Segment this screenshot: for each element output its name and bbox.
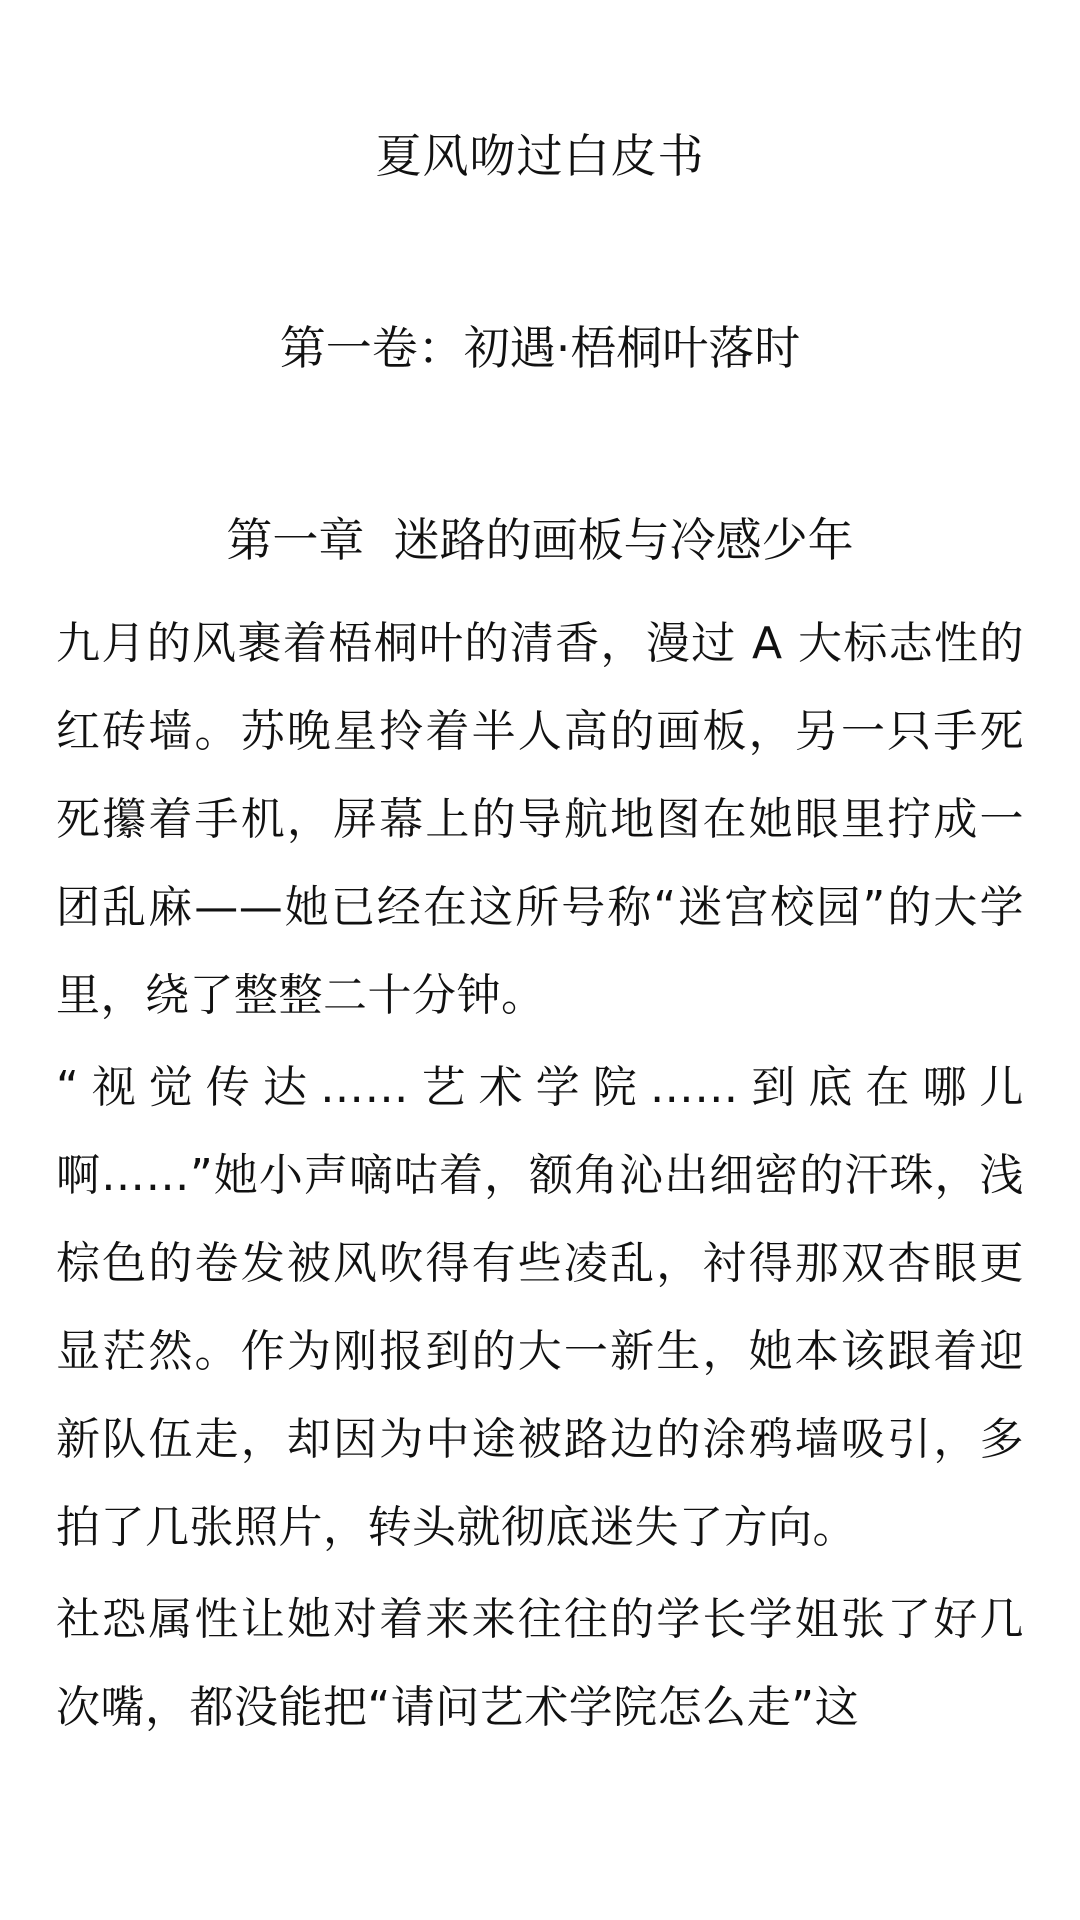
chapter-body[interactable] bbox=[56, 600, 1024, 1756]
volume-title: 第一卷：初遇·梧桐叶落时 bbox=[279, 321, 801, 375]
book-title: 夏风吻过白皮书 bbox=[375, 129, 705, 183]
paragraph: 九月的风裹着梧桐叶的清香，漫过 A 大标志性的红砖墙。苏晚星拎着半人高的画板，另一只手死死攥着手机，屏幕上的导航地图在她眼里拧成一团乱麻——她已经在这所号称“迷宫校园”的大学里，绕了整整二十分钟。 bbox=[56, 618, 1024, 1021]
paragraph: 社恐属性让她对着来来往往的学长学姐张了好几次嘴，都没能把“请问艺术学院怎么走”这 bbox=[56, 1594, 1024, 1733]
chapter-title: 第一章 迷路的画板与冷感少年 bbox=[226, 513, 854, 567]
paragraph: “视觉传达……艺术学院……到底在哪儿啊……”她小声嘀咕着，额角沁出细密的汗珠，浅棕色的卷发被风吹得有些凌乱，衬得那双杏眼更显茫然。作为刚报到的大一新生，她本该跟着迎新队伍走，却因为中途被路边的涂鸦墙吸引，多拍了几张照片，转头就彻底迷失了方向。 bbox=[56, 1062, 1024, 1553]
